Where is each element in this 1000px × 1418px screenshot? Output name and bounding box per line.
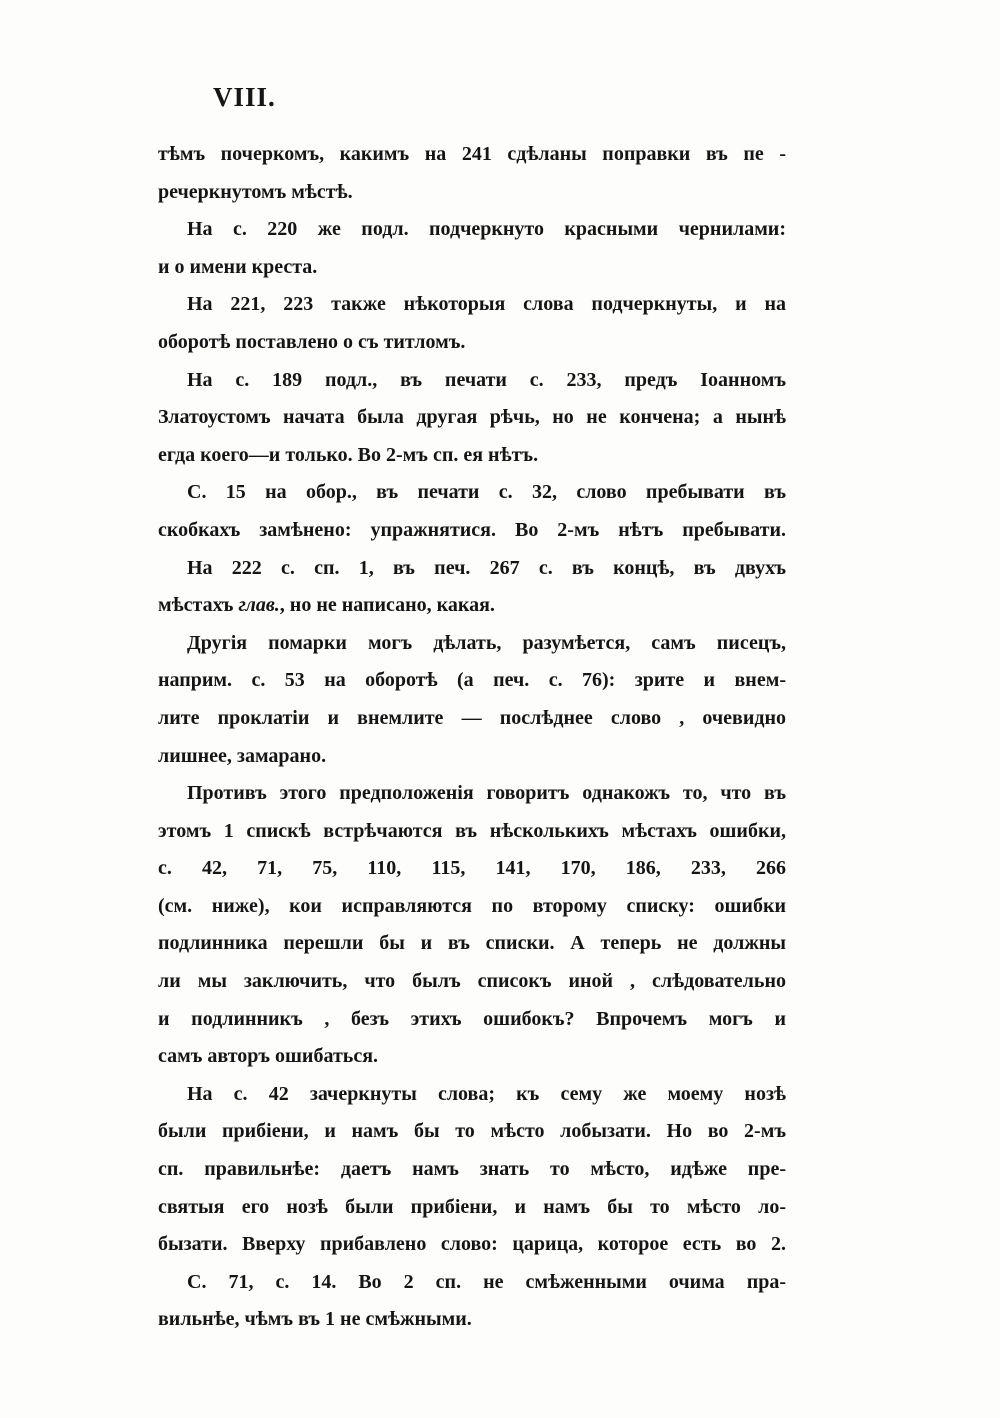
- page-number: VIII.: [213, 82, 276, 112]
- text-line: речеркнутомъ мѣстѣ.: [158, 180, 353, 203]
- text-line: лишнее, замарано.: [158, 744, 327, 767]
- text-line: лите проклатіи и внемлите — послѣднее слово , очевидно: [158, 706, 786, 729]
- text-line: и о имени креста.: [158, 255, 318, 278]
- text-line: и подлинникъ , безъ этихъ ошибокъ? Впрочемъ могъ и: [158, 1007, 786, 1030]
- text-line: сп. правильнѣе: даетъ намъ знать то мѣсто, идѣже пре-: [158, 1158, 786, 1181]
- text-line: С. 15 на обор., въ печати с. 32, слово пребывати въ: [187, 481, 786, 504]
- text-line: На с. 189 подл., въ печати с. 233, предъ Іоанномъ: [187, 368, 786, 391]
- text-line: Златоустомъ начата была другая рѣчь, но не кончена; а нынѣ: [158, 406, 786, 429]
- text-line: с. 42, 71, 75, 110, 115, 141, 170, 186, 233, 266: [158, 857, 786, 880]
- text-line: егда коего—и только. Во 2-мъ сп. ея нѣтъ.: [158, 443, 539, 466]
- text-line: скобкахъ замѣнено: упражнятися. Во 2-мъ нѣтъ пребывати.: [158, 518, 786, 541]
- text-line: ли мы заключить, что былъ списокъ иной , слѣдовательно: [158, 970, 786, 993]
- text-line: [158, 587, 786, 625]
- text-line: Другія помарки могъ дѣлать, разумѣется, самъ писецъ,: [187, 631, 786, 654]
- italic-word: глав.: [238, 594, 280, 617]
- text-line: Противъ этого предположенія говоритъ однакожъ то, что въ: [187, 782, 786, 805]
- text-line: С. 71, с. 14. Во 2 сп. не смѣженными очима пра-: [187, 1270, 786, 1293]
- text-line: (см. ниже), кои исправляются по второму списку: ошибки: [158, 894, 786, 917]
- text-line: подлинника перешли бы и въ списки. А теперь не должны: [158, 932, 786, 955]
- text-segment: , но не написано, какая.: [279, 594, 495, 617]
- text-line: На с. 220 же подл. подчеркнуто красными чернилами:: [187, 218, 786, 241]
- text-line: самъ авторъ ошибаться.: [158, 1045, 379, 1068]
- text-line: святыя его нозѣ были прибіени, и намъ бы то мѣсто ло-: [158, 1195, 786, 1218]
- text-line: бызати. Вверху прибавлено слово: царица, которое есть во 2.: [158, 1233, 786, 1256]
- page-body: [158, 136, 786, 1339]
- text-line: На 221, 223 также нѣкоторыя слова подчеркнуты, и на: [187, 293, 786, 316]
- text-line: наприм. с. 53 на оборотѣ (а печ. с. 76): зрите и внем-: [158, 669, 786, 692]
- text-line: были прибіени, и намъ бы то мѣсто лобызати. Но во 2-мъ: [158, 1120, 786, 1143]
- text-line: На 222 с. сп. 1, въ печ. 267 с. въ концѣ, въ двухъ: [187, 556, 786, 579]
- text-line: тѣмъ почеркомъ, какимъ на 241 сдѣланы поправки въ пе -: [158, 143, 786, 165]
- text-line: оборотѣ поставлено о съ титломъ.: [158, 330, 466, 353]
- text-segment: мѣстахъ: [158, 594, 239, 617]
- text-line: этомъ 1 спискѣ встрѣчаются въ нѣсколькихъ мѣстахъ ошибки,: [158, 819, 786, 842]
- text-line: вильнѣе, чѣмъ въ 1 не смѣжными.: [158, 1308, 472, 1331]
- text-line: На с. 42 зачеркнуты слова; къ сему же моему нозѣ: [187, 1082, 786, 1105]
